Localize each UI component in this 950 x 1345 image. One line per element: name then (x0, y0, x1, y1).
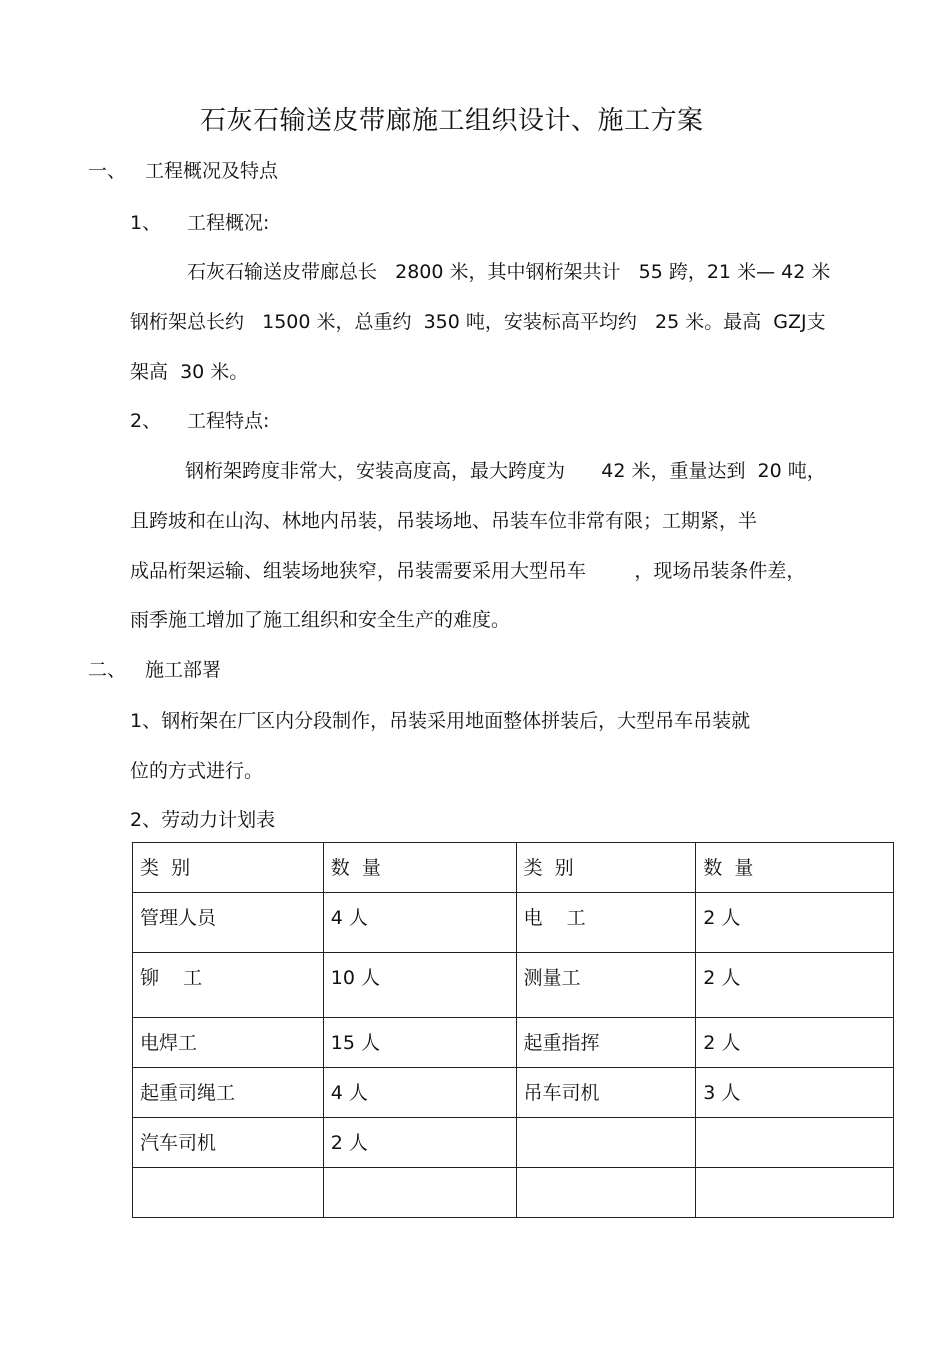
table-cell: 管理人员 (133, 893, 324, 953)
header-cell: 类 别 (516, 843, 696, 893)
table-cell: 起重指挥 (516, 1018, 696, 1068)
table-row (133, 1018, 894, 1068)
table-row (133, 953, 894, 1018)
paragraph-line: 石灰石输送皮带廊总长 2800 米，其中钢桁架共计 55 跨，21 米— 42 米 (187, 261, 831, 283)
table-row (133, 1118, 894, 1168)
header-cell: 数 量 (323, 843, 516, 893)
table-cell (696, 1118, 894, 1168)
paragraph-line: 位的方式进行。 (130, 760, 264, 782)
table-cell: 2 人 (696, 953, 894, 1018)
section-title: 工程概况及特点 (145, 160, 279, 182)
table-cell: 测量工 (516, 953, 696, 1018)
section-title: 施工部署 (145, 659, 222, 681)
table-cell: 电 工 (516, 893, 696, 953)
table-cell: 3 人 (696, 1068, 894, 1118)
labor-plan-table (132, 842, 894, 1218)
section-1-heading (88, 156, 488, 182)
table-cell (323, 1168, 516, 1218)
table-cell: 15 人 (323, 1018, 516, 1068)
paragraph-line: 架高 30 米。 (130, 361, 249, 383)
section-2-heading (88, 655, 488, 681)
table-cell: 4 人 (323, 1068, 516, 1118)
paragraph-line: 成品桁架运输、组装场地狭窄，吊装需要采用大型吊车 ，现场吊装条件差， (130, 560, 806, 582)
table-cell (516, 1168, 696, 1218)
table-caption: 2、劳动力计划表 (130, 809, 276, 831)
subsection-title: 工程特点: (187, 410, 270, 432)
table-cell: 10 人 (323, 953, 516, 1018)
section-number: 二、 (88, 659, 127, 681)
table-cell: 起重司绳工 (133, 1068, 324, 1118)
table-cell (133, 1168, 324, 1218)
subsection-number: 1、 (130, 212, 162, 234)
table-cell: 汽车司机 (133, 1118, 324, 1168)
table-row (133, 1168, 894, 1218)
subsection-number: 2、 (130, 410, 162, 432)
paragraph-line: 雨季施工增加了施工组织和安全生产的难度。 (130, 609, 511, 631)
section-number: 一、 (88, 160, 127, 182)
paragraph-line: 钢桁架总长约 1500 米，总重约 350 吨，安装标高平均约 25 米。最高 GZJ支 (130, 311, 826, 333)
table-cell: 4 人 (323, 893, 516, 953)
paragraph-line: 1、钢桁架在厂区内分段制作，吊装采用地面整体拼装后，大型吊车吊装就 (130, 710, 751, 732)
table-cell: 2 人 (323, 1118, 516, 1168)
header-cell: 数 量 (696, 843, 894, 893)
subsection-2-heading (130, 406, 430, 432)
table-cell: 2 人 (696, 893, 894, 953)
subsection-title: 工程概况: (187, 212, 270, 234)
paragraph-line: 且跨坡和在山沟、林地内吊装，吊装场地、吊装车位非常有限；工期紧，半 (130, 510, 758, 532)
table-cell (696, 1168, 894, 1218)
header-cell: 类 别 (133, 843, 324, 893)
table-cell: 电焊工 (133, 1018, 324, 1068)
table-cell: 吊车司机 (516, 1068, 696, 1118)
table-row (133, 1068, 894, 1118)
subsection-1-heading (130, 208, 430, 234)
table-header-row (133, 843, 894, 893)
paragraph-line: 钢桁架跨度非常大，安装高度高，最大跨度为 42 米，重量达到 20 吨， (185, 460, 826, 482)
table-cell (516, 1118, 696, 1168)
table-cell: 2 人 (696, 1018, 894, 1068)
document-title: 石灰石输送皮带廊施工组织设计、施工方案 (200, 106, 704, 136)
table-cell: 铆 工 (133, 953, 324, 1018)
table-row (133, 893, 894, 953)
